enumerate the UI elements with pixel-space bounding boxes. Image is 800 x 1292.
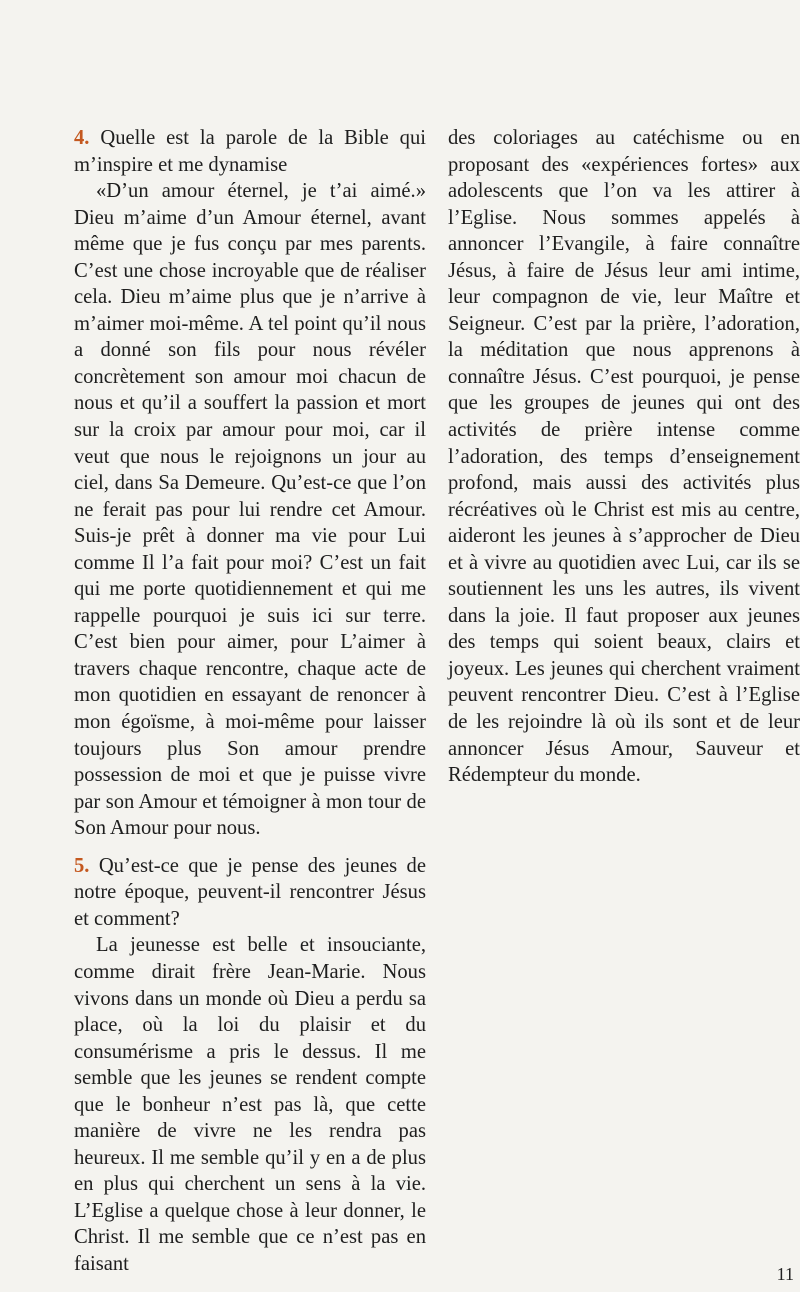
- section-5-question: [74, 853, 426, 933]
- section-4-number: 4.: [74, 127, 90, 149]
- section-5-paragraph-part-1: La jeunesse est belle et insouciante, comme dirait frère Jean-Marie. Nous vivons dans un monde où Dieu a perdu sa place, où la loi du plaisir et du consumérisme a pris le dessus. Il me semble que les jeunes se rendent compte que le bonheur n’est pas là, que cette manière de vivre ne les rendra pas heureux. Il me semble qu’il y en a de plus en plus qui cherchent un sens à la vie. L’Eglise a quelque chose à leur donner, le Christ. Il me semble que ce n’est pas en faisant: [74, 934, 426, 1275]
- section-4-question: [74, 125, 426, 178]
- right-column: [448, 125, 800, 789]
- section-5-number: 5.: [74, 854, 90, 877]
- left-column: [74, 125, 426, 1278]
- page-number: 11: [776, 1264, 794, 1284]
- section-4-paragraph: «D’un amour éternel, je t’ai aimé.» Dieu m’aime d’un Amour éternel, avant même que je fus conçu par mes parents. C’est une chose incroyable que de réaliser cela. Dieu m’aime plus que je n’arrive à m’aimer moi-même. A tel point qu’il nous a donné son fils pour nous révéler concrètement son amour moi chacun de nous et qu’il a souffert la passion et mort sur la croix par amour pour moi, car il veut que nous le rejoignons un jour au ciel, dans Sa Demeure. Qu’est-ce que l’on ne ferait pas pour lui rendre cet Amour. Suis-je prêt à donner ma vie pour Lui comme Il l’a fait pour moi? C’est un fait qui me porte quotidiennement et qui me rappelle pourquoi je suis ici sur terre. C’est bien pour aimer, pour L’aimer à travers chaque rencontre, chaque acte de mon quotidien en essayant de renoncer à mon égoïsme, à moi-même pour laisser toujours plus Son amour prendre possession de moi et que je puisse vivre par son Amour et témoigner à mon tour de Son Amour pour nous.: [74, 180, 426, 840]
- section-5-question-text: Qu’est-ce que je pense des jeunes de notre époque, peuvent-il rencontrer Jésus et comment?: [74, 854, 426, 930]
- section-5-paragraph-part-2: des coloriages au catéchisme ou en proposant des «expériences fortes» aux adolescents que l’on va les attirer à l’Eglise. Nous sommes appelés à annoncer l’Evangile, à faire connaître Jésus, à faire de Jésus leur ami intime, leur compagnon de vie, leur Maître et Seigneur. C’est par la prière, l’adoration, la méditation que nous apprenons à connaître Jésus. C’est pourquoi, je pense que les groupes de jeunes qui ont des activités de prière intense comme l’adoration, des temps d’enseignement profond, mais aussi des activités plus récréatives où le Christ est mis au centre, aideront les jeunes à s’approcher de Dieu et à vivre au quotidien avec Lui, car ils se soutiennent les uns les autres, ils vivent dans la joie. Il faut proposer aux jeunes des temps qui soient beaux, clairs et joyeux. Les jeunes qui cherchent vraiment peuvent rencontrer Dieu. C’est à l’Eglise de les rejoindre là où ils sont et de leur annoncer Jésus Amour, Sauveur et Rédempteur du monde.: [448, 127, 800, 787]
- section-4-question-text: Quelle est la parole de la Bible qui m’inspire et me dynamise: [74, 127, 426, 176]
